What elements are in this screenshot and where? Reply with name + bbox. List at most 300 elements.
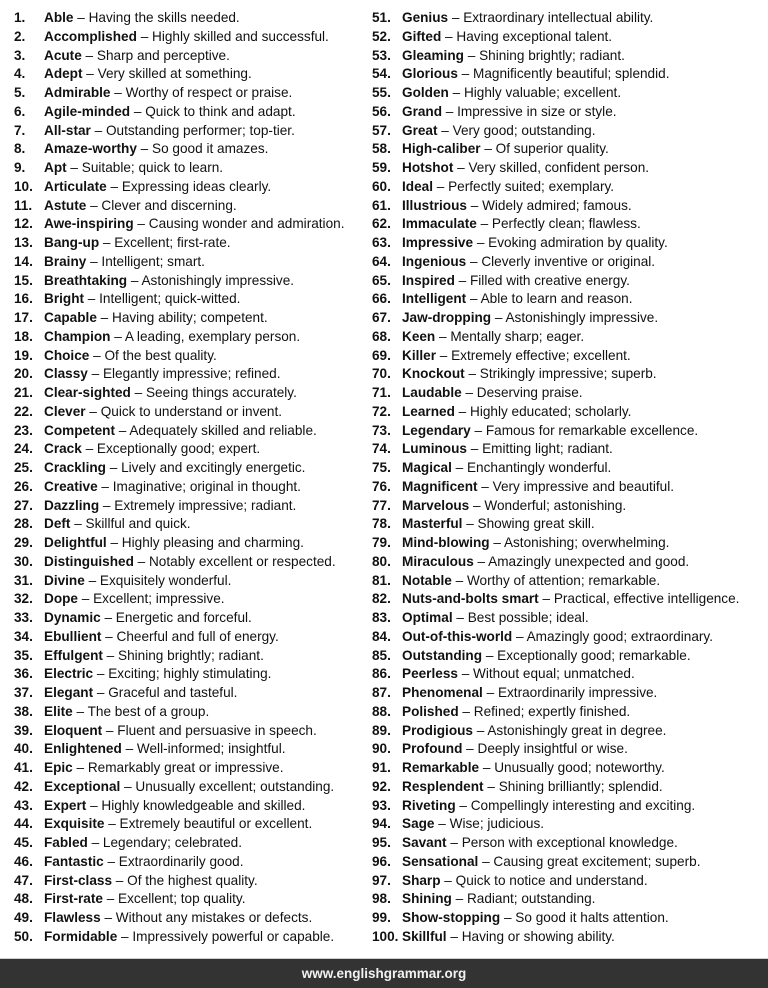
item-definition: – Extremely effective; excellent. (436, 347, 631, 363)
item-definition: – Of superior quality. (480, 141, 609, 157)
item-definition: – Sharp and perceptive. (81, 47, 230, 63)
item-number: 75. (372, 460, 391, 475)
item-entry (402, 84, 621, 103)
item-entry (44, 28, 329, 47)
item-definition: – Refined; expertly finished. (458, 703, 631, 719)
list-item (14, 872, 364, 891)
list-item (14, 328, 364, 347)
item-entry (44, 722, 317, 741)
item-definition: – Extraordinary intellectual ability. (448, 10, 654, 25)
item-number: 61. (372, 197, 391, 213)
item-definition: – Causing great excitement; superb. (478, 853, 701, 869)
item-number: 82. (372, 591, 391, 607)
item-definition: – Evoking admiration by quality. (473, 235, 668, 250)
item-number: 2. (14, 28, 26, 44)
item-number: 83. (372, 610, 391, 625)
item-definition: – Without equal; unmatched. (457, 666, 635, 682)
item-entry (44, 590, 225, 609)
item-word: Sharp (402, 872, 441, 888)
item-definition: – So good it halts attention. (500, 910, 669, 925)
item-definition: – Astonishingly impressive. (127, 272, 295, 288)
list-item (14, 459, 364, 478)
item-word: Hotshot (402, 160, 454, 175)
item-number: 21. (14, 385, 33, 400)
item-word: Golden (402, 85, 449, 100)
item-number: 20. (14, 366, 33, 382)
item-definition: – Best possible; ideal. (452, 610, 589, 625)
item-definition: – Having or showing ability. (446, 928, 615, 944)
item-entry (44, 309, 268, 328)
list-item (14, 28, 364, 47)
item-word: Astute (44, 197, 87, 213)
list-item (14, 9, 364, 28)
item-word: Acute (44, 47, 82, 63)
item-number: 12. (14, 216, 33, 232)
item-entry (402, 722, 666, 741)
item-entry (402, 478, 674, 497)
list-item (372, 422, 764, 441)
item-definition: – Elegantly impressive; refined. (87, 366, 281, 382)
item-number: 37. (14, 685, 33, 700)
item-number: 96. (372, 853, 391, 869)
item-entry (402, 159, 649, 178)
item-entry (44, 647, 264, 666)
item-number: 43. (14, 797, 33, 813)
list-item (14, 197, 364, 216)
item-entry (44, 440, 260, 459)
item-number: 38. (14, 703, 33, 719)
list-item (14, 815, 364, 834)
item-number: 79. (372, 535, 391, 550)
item-definition: – Famous for remarkable excellence. (470, 422, 699, 438)
item-number: 52. (372, 28, 391, 44)
item-number: 99. (372, 910, 391, 925)
item-definition: – Radiant; outstanding. (451, 891, 596, 907)
item-number: 5. (14, 85, 26, 100)
list-item (14, 572, 364, 591)
item-entry (44, 853, 243, 872)
item-definition: – Extraordinarily impressive. (482, 685, 658, 700)
item-number: 90. (372, 741, 391, 757)
list-item (14, 253, 364, 272)
item-definition: – Causing wonder and admiration. (133, 216, 345, 232)
item-entry (402, 609, 589, 628)
item-word: Agile-minded (44, 103, 131, 119)
item-definition: – Energetic and forceful. (100, 610, 252, 625)
item-definition: – The best of a group. (72, 703, 210, 719)
item-word: Profound (402, 741, 463, 757)
item-definition: – Having ability; competent. (96, 310, 268, 325)
item-definition: – Cleverly inventive or original. (466, 253, 656, 269)
item-entry (44, 797, 305, 816)
item-word: Ideal (402, 178, 433, 194)
list-item (14, 722, 364, 741)
item-definition: – Seeing things accurately. (130, 385, 297, 400)
item-word: Shining (402, 891, 452, 907)
item-number: 94. (372, 816, 391, 832)
item-number: 33. (14, 610, 33, 625)
item-word: Epic (44, 760, 73, 775)
item-number: 44. (14, 816, 33, 832)
item-definition: – Shining brightly; radiant. (102, 647, 264, 663)
item-number: 92. (372, 778, 391, 794)
item-definition: – Extraordinarily good. (103, 853, 244, 869)
list-item (372, 159, 764, 178)
item-number: 57. (372, 122, 391, 138)
item-definition: – Compellingly interesting and exciting. (455, 797, 696, 813)
item-word: Notable (402, 572, 452, 588)
item-word: Champion (44, 328, 111, 344)
item-word: Deft (44, 516, 71, 532)
item-definition: – Exceptionally good; expert. (81, 441, 261, 457)
item-entry (44, 159, 223, 178)
list-item (372, 797, 764, 816)
item-entry (402, 890, 595, 909)
item-entry (44, 890, 245, 909)
item-definition: – Filled with creative energy. (454, 272, 630, 288)
item-entry (44, 553, 336, 572)
item-definition: – Highly valuable; excellent. (448, 85, 622, 100)
item-word: Adept (44, 66, 83, 82)
item-definition: – Quick to understand or invent. (85, 403, 283, 419)
item-entry (44, 609, 252, 628)
list-item (372, 197, 764, 216)
item-word: Inspired (402, 272, 455, 288)
item-entry (44, 103, 296, 122)
item-entry (44, 178, 271, 197)
item-number: 80. (372, 553, 391, 569)
list-item (14, 159, 364, 178)
item-word: Illustrious (402, 197, 467, 213)
item-definition: – Of the highest quality. (112, 872, 258, 888)
item-definition: – Without any mistakes or defects. (100, 910, 313, 925)
footer-site-url: www.englishgrammar.org (301, 966, 467, 981)
item-number: 59. (372, 160, 391, 175)
item-word: Skillful (402, 928, 447, 944)
item-word: Genius (402, 10, 449, 25)
item-definition: – Amazingly unexpected and good. (473, 553, 690, 569)
item-number: 100. (372, 928, 399, 944)
item-entry (44, 909, 312, 928)
item-word: Exceptional (44, 778, 121, 794)
item-word: Magnificent (402, 478, 478, 494)
item-number: 68. (372, 328, 391, 344)
item-entry (44, 65, 252, 84)
item-entry (402, 9, 653, 28)
item-entry (402, 253, 655, 272)
item-word: Enlightened (44, 741, 122, 757)
item-number: 77. (372, 497, 391, 513)
item-word: Classy (44, 366, 88, 382)
item-number: 16. (14, 291, 33, 307)
item-word: Bright (44, 291, 85, 307)
list-item (372, 272, 764, 291)
item-number: 48. (14, 891, 33, 907)
item-entry (402, 290, 632, 309)
item-word: Competent (44, 422, 115, 438)
item-number: 24. (14, 441, 33, 457)
item-entry (402, 647, 691, 666)
item-entry (44, 534, 304, 553)
item-definition: – Adequately skilled and reliable. (115, 422, 317, 438)
item-entry (44, 84, 292, 103)
item-definition: – Fluent and persuasive in speech. (102, 722, 317, 738)
item-entry (402, 740, 628, 759)
item-definition: – Unusually good; noteworthy. (479, 760, 665, 775)
item-entry (402, 815, 544, 834)
item-word: Formidable (44, 928, 118, 944)
item-word: Apt (44, 160, 67, 175)
item-word: Gifted (402, 28, 442, 44)
item-entry (44, 422, 317, 441)
item-entry (44, 384, 297, 403)
item-definition: – Enchantingly wonderful. (451, 460, 612, 475)
item-number: 45. (14, 835, 33, 850)
list-item (372, 234, 764, 253)
item-entry (402, 797, 695, 816)
item-word: Out-of-this-world (402, 628, 513, 644)
list-item (14, 553, 364, 572)
list-item (14, 309, 364, 328)
item-definition: – Impressive in size or style. (442, 103, 617, 119)
item-number: 32. (14, 591, 33, 607)
item-number: 87. (372, 685, 391, 700)
item-word: Nuts-and-bolts smart (402, 591, 539, 607)
item-definition: – Outstanding performer; top-tier. (90, 122, 295, 138)
item-word: Prodigious (402, 722, 473, 738)
list-item (372, 215, 764, 234)
item-entry (44, 834, 242, 853)
list-item (372, 515, 764, 534)
item-entry (402, 534, 669, 553)
item-entry (402, 928, 615, 947)
item-definition: – Worthy of respect or praise. (110, 85, 293, 100)
item-number: 22. (14, 403, 33, 419)
item-word: Accomplished (44, 28, 137, 44)
item-number: 34. (14, 628, 33, 644)
item-definition: – Excellent; top quality. (102, 891, 246, 907)
item-definition: – So good it amazes. (136, 141, 269, 157)
footer-bar (0, 958, 768, 988)
item-word: Amaze-worthy (44, 141, 137, 157)
item-entry (402, 422, 698, 441)
item-word: Articulate (44, 178, 107, 194)
list-item (372, 553, 764, 572)
item-definition: – Skillful and quick. (70, 516, 191, 532)
item-definition: – Mentally sharp; eager. (435, 328, 585, 344)
item-word: Savant (402, 835, 447, 850)
item-entry (44, 459, 305, 478)
item-number: 65. (372, 272, 391, 288)
item-entry (44, 628, 279, 647)
item-number: 27. (14, 497, 33, 513)
item-number: 8. (14, 141, 26, 157)
item-word: All-star (44, 122, 91, 138)
item-word: First-rate (44, 891, 103, 907)
item-definition: – Deeply insightful or wise. (462, 741, 628, 757)
item-definition: – A leading, exemplary person. (110, 328, 301, 344)
list-item (372, 309, 764, 328)
item-number: 53. (372, 47, 391, 63)
item-entry (402, 328, 584, 347)
item-entry (402, 515, 595, 534)
list-item (14, 47, 364, 66)
item-word: Outstanding (402, 647, 483, 663)
item-definition: – Cheerful and full of energy. (101, 628, 279, 644)
item-entry (44, 272, 294, 291)
list-item (14, 890, 364, 909)
item-number: 89. (372, 722, 391, 738)
list-item (372, 384, 764, 403)
list-item (372, 253, 764, 272)
item-entry (44, 290, 240, 309)
item-number: 39. (14, 722, 33, 738)
list-item (14, 759, 364, 778)
item-number: 84. (372, 628, 391, 644)
list-item (14, 84, 364, 103)
item-word: Sensational (402, 853, 479, 869)
item-number: 60. (372, 178, 391, 194)
item-number: 62. (372, 216, 391, 232)
list-item (372, 647, 764, 666)
item-number: 85. (372, 647, 391, 663)
item-number: 18. (14, 328, 33, 344)
item-word: Able (44, 10, 74, 25)
list-item (372, 815, 764, 834)
item-entry (44, 122, 295, 141)
list-item (14, 384, 364, 403)
item-definition: – Imaginative; original in thought. (97, 478, 301, 494)
item-number: 40. (14, 741, 33, 757)
list-item (372, 347, 764, 366)
item-number: 35. (14, 647, 33, 663)
list-item (372, 890, 764, 909)
list-item (14, 347, 364, 366)
item-word: Electric (44, 666, 94, 682)
item-entry (402, 684, 657, 703)
item-entry (44, 140, 268, 159)
item-word: Choice (44, 347, 90, 363)
item-word: Fantastic (44, 853, 104, 869)
item-word: Elite (44, 703, 73, 719)
item-word: Learned (402, 403, 455, 419)
item-word: Mind-blowing (402, 535, 490, 550)
list-item (14, 234, 364, 253)
list-item (14, 272, 364, 291)
item-word: Crackling (44, 460, 106, 475)
item-word: Grand (402, 103, 443, 119)
item-word: Luminous (402, 441, 467, 457)
item-definition: – Astonishingly great in degree. (473, 722, 667, 738)
item-definition: – Intelligent; quick-witted. (84, 291, 241, 307)
item-definition: – Highly educated; scholarly. (454, 403, 632, 419)
item-number: 25. (14, 460, 33, 475)
item-entry (402, 47, 625, 66)
item-entry (402, 65, 669, 84)
item-definition: – Practical, effective intelligence. (538, 591, 740, 607)
item-number: 64. (372, 253, 391, 269)
item-number: 19. (14, 347, 33, 363)
item-number: 63. (372, 235, 391, 250)
item-word: Knockout (402, 366, 465, 382)
item-word: Admirable (44, 85, 111, 100)
list-item (372, 140, 764, 159)
item-word: Awe-inspiring (44, 216, 134, 232)
item-number: 42. (14, 778, 33, 794)
item-entry (44, 684, 237, 703)
item-word: Immaculate (402, 216, 477, 232)
item-number: 17. (14, 310, 33, 325)
list-item (372, 928, 764, 947)
item-word: Fabled (44, 835, 88, 850)
item-definition: – Exciting; highly stimulating. (93, 666, 272, 682)
list-item (14, 534, 364, 553)
item-definition: – Excellent; impressive. (77, 591, 225, 607)
item-definition: – Highly pleasing and charming. (106, 535, 304, 550)
item-word: Dope (44, 591, 78, 607)
item-number: 74. (372, 441, 391, 457)
item-number: 1. (14, 10, 26, 25)
list-item (14, 647, 364, 666)
item-entry (44, 47, 230, 66)
item-entry (44, 872, 258, 891)
list-item (372, 740, 764, 759)
item-number: 98. (372, 891, 391, 907)
item-definition: – Suitable; quick to learn. (66, 160, 224, 175)
item-definition: – Notably excellent or respected. (133, 553, 336, 569)
item-word: First-class (44, 872, 113, 888)
item-definition: – Having exceptional talent. (441, 28, 613, 44)
item-entry (402, 103, 617, 122)
list-item (372, 103, 764, 122)
item-entry (44, 665, 271, 684)
item-entry (402, 309, 658, 328)
list-item (372, 122, 764, 141)
item-number: 56. (372, 103, 391, 119)
list-item (14, 497, 364, 516)
list-item (14, 215, 364, 234)
item-entry (402, 778, 663, 797)
item-definition: – Quick to think and adapt. (130, 103, 296, 119)
item-word: Creative (44, 478, 98, 494)
list-item (14, 290, 364, 309)
item-entry (44, 928, 334, 947)
item-word: Riveting (402, 797, 456, 813)
item-word: Jaw-dropping (402, 310, 492, 325)
item-number: 93. (372, 797, 391, 813)
item-definition: – Wise; judicious. (434, 816, 545, 832)
item-entry (44, 9, 240, 28)
item-word: Show-stopping (402, 910, 501, 925)
list-item (372, 28, 764, 47)
item-number: 67. (372, 310, 391, 325)
item-entry (402, 440, 613, 459)
list-item (14, 665, 364, 684)
list-item (372, 572, 764, 591)
list-item (372, 722, 764, 741)
list-item (372, 909, 764, 928)
item-word: Elegant (44, 685, 94, 700)
item-number: 78. (372, 516, 391, 532)
item-number: 51. (372, 10, 391, 25)
item-entry (402, 853, 700, 872)
item-entry (44, 347, 217, 366)
item-word: Killer (402, 347, 436, 363)
item-word: Masterful (402, 516, 463, 532)
item-entry (402, 384, 583, 403)
item-word: Distinguished (44, 553, 134, 569)
item-number: 30. (14, 553, 33, 569)
